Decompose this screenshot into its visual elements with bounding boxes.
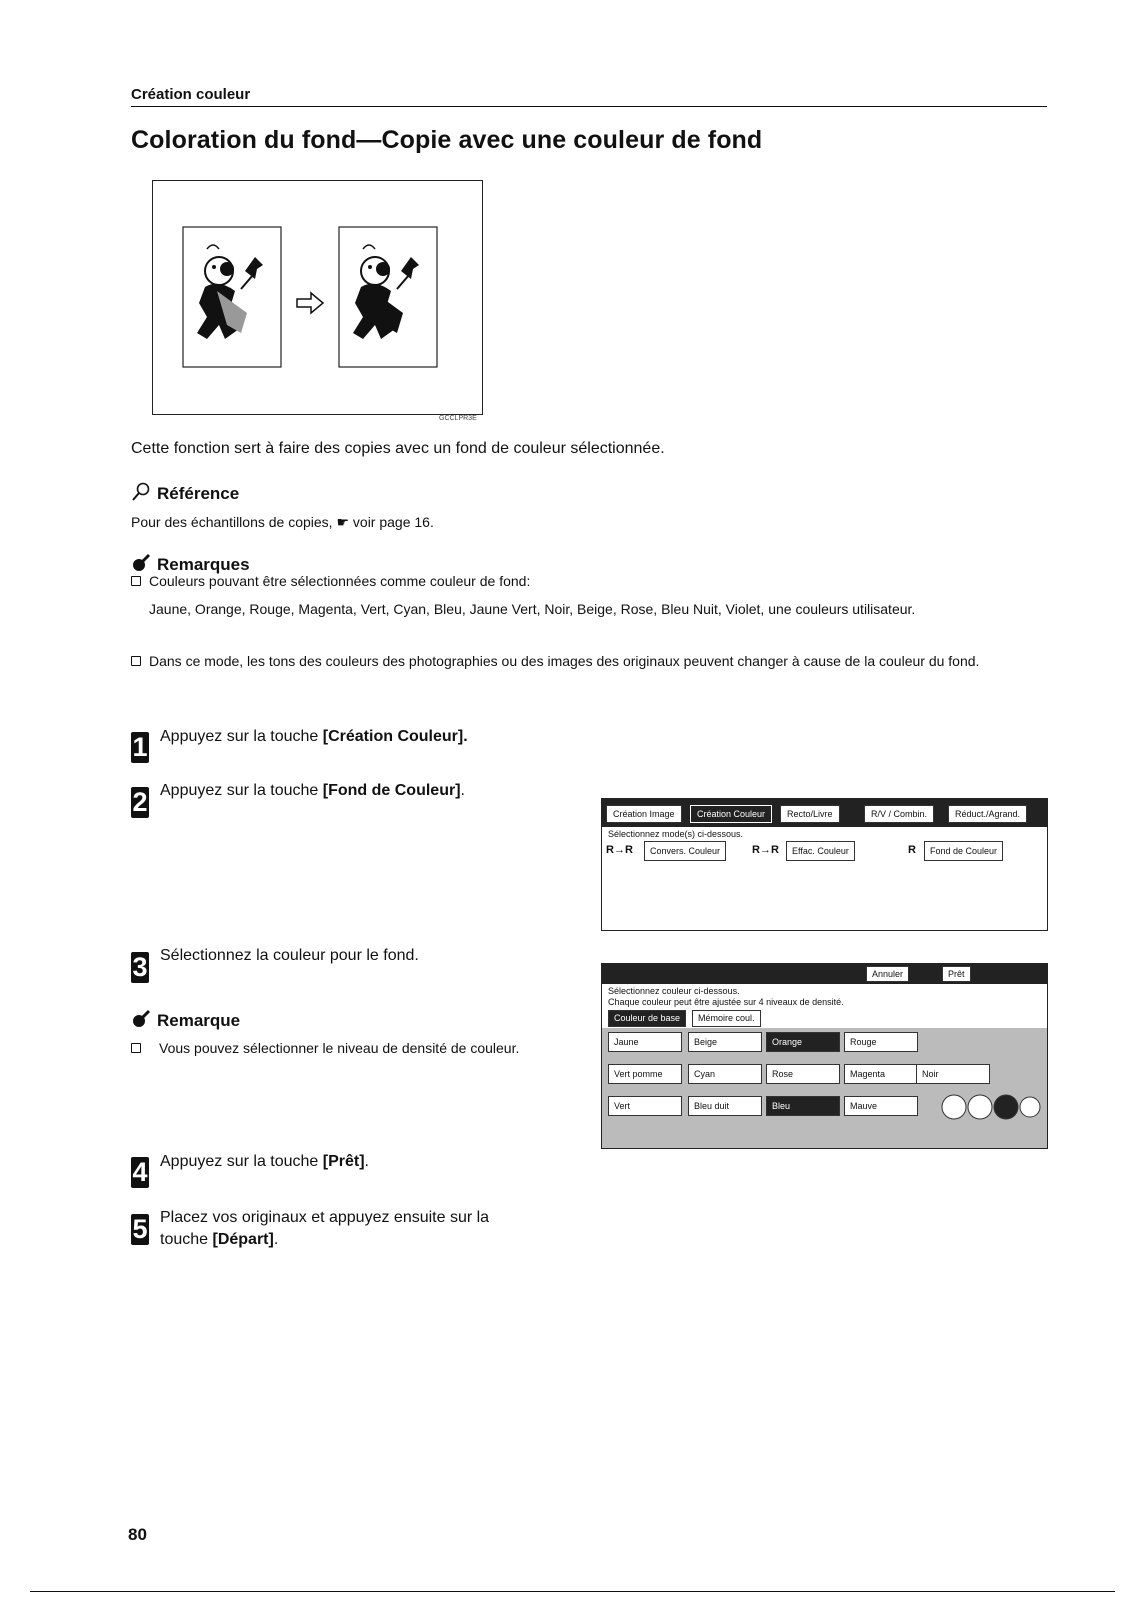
remarque-heading [131,1009,240,1031]
step-number: 2 [132,787,148,817]
reference-title: Référence [157,484,240,503]
checkbox-bullet-icon [131,576,141,586]
color-rouge-button[interactable]: Rouge [844,1032,918,1052]
clown-illustration [153,181,482,414]
annuler-button[interactable]: Annuler [866,966,909,982]
panel-prompt: Chaque couleur peut être ajustée sur 4 niveaux de densité. [608,997,844,1007]
color-bleu-button[interactable]: Bleu [766,1096,840,1116]
density-level-selector[interactable] [940,1092,1042,1122]
footer-rule [30,1591,1115,1592]
remarques-title: Remarques [157,555,250,574]
panel-prompt: Sélectionnez mode(s) ci-dessous. [608,829,744,839]
step-number: 5 [132,1214,148,1244]
copier-panel-fond-couleur [601,963,1048,1149]
remarque-item: Couleurs pouvant être sélectionnées comme couleur de fond: [131,571,1041,591]
color-cyan-button[interactable]: Cyan [688,1064,762,1084]
magnifier-icon [131,482,151,502]
checkbox-bullet-icon [131,656,141,666]
tab-creation-couleur[interactable]: Création Couleur [690,805,772,823]
remarque-title: Remarque [157,1011,241,1030]
step-5-text: Placez vos originaux et appuyez ensuite sur la touche [Départ]. [160,1209,490,1248]
color-bleu-nuit-button[interactable]: Bleu duit [688,1096,762,1116]
step-4-text: Appuyez sur la touche [Prêt]. [160,1153,369,1170]
intro-text: Cette fonction sert à faire des copies avec un fond de couleur sélectionnée. [131,440,665,457]
tab-reduct-agrand[interactable]: Réduct./Agrand. [948,805,1027,823]
checkbox-bullet-icon [131,1043,141,1053]
pret-button[interactable]: Prêt [942,966,971,982]
remarque-item-colors: Jaune, Orange, Rouge, Magenta, Vert, Cyan, Bleu, Jaune Vert, Noir, Beige, Rose, Bleu Nuit, Violet, une couleurs utilisateur. [149,601,916,617]
step-number: 3 [132,952,148,982]
page-title: Coloration du fond—Copie avec une couleur de fond [131,126,763,154]
arrow-right-icon [297,293,323,313]
pencil-icon [131,1009,151,1029]
fond-de-couleur-button[interactable]: Fond de Couleur [924,841,1003,861]
tab-rv-combin[interactable]: R/V / Combin. [864,805,934,823]
step-2-text: Appuyez sur la touche [Fond de Couleur]. [160,782,465,799]
pencil-icon [131,553,151,573]
remarque-item: Dans ce mode, les tons des couleurs des photographies ou des images des originaux peuvent changer à cause de la couleur du fond. [131,651,1051,671]
reference-heading [131,482,239,504]
couleur-de-base-button[interactable]: Couleur de base [608,1010,686,1027]
memoire-couleur-button[interactable]: Mémoire coul. [692,1010,761,1027]
panel-prompt: Sélectionnez couleur ci-dessous. [608,986,740,996]
background-color-icon: R [908,844,916,856]
color-jaune-button[interactable]: Jaune [608,1032,682,1052]
reference-text: Pour des échantillons de copies, ☛ voir page 16. [131,514,434,530]
convert-color-icon: R→R [606,844,633,856]
step-3-text: Sélectionnez la couleur pour le fond. [160,947,419,964]
convers-couleur-button[interactable]: Convers. Couleur [644,841,726,861]
illustration-code: GCCLPR3E [439,415,477,422]
color-orange-button[interactable]: Orange [766,1032,840,1052]
erase-color-icon: R→R [752,844,779,856]
color-vert-pomme-button[interactable]: Vert pomme [608,1064,682,1084]
section-header: Création couleur [131,86,1047,107]
tab-recto-livre[interactable]: Recto/Livre [780,805,840,823]
step-number: 1 [132,732,148,762]
step-number: 4 [132,1157,148,1187]
color-magenta-button[interactable]: Magenta [844,1064,918,1084]
copier-panel-creation-couleur [601,798,1048,931]
color-vert-button[interactable]: Vert [608,1096,682,1116]
page-number: 80 [128,1525,147,1544]
remarque-item: Vous pouvez sélectionner le niveau de densité de couleur. [131,1038,561,1058]
effac-couleur-button[interactable]: Effac. Couleur [786,841,855,861]
step-1-text: Appuyez sur la touche [Création Couleur]. [160,728,468,745]
illustration-frame [152,180,483,415]
color-beige-button[interactable]: Beige [688,1032,762,1052]
color-rose-button[interactable]: Rose [766,1064,840,1084]
panel-title-bar [602,964,1047,984]
color-noir-button[interactable]: Noir [916,1064,990,1084]
color-mauve-button[interactable]: Mauve [844,1096,918,1116]
tab-creation-image[interactable]: Création Image [606,805,682,823]
